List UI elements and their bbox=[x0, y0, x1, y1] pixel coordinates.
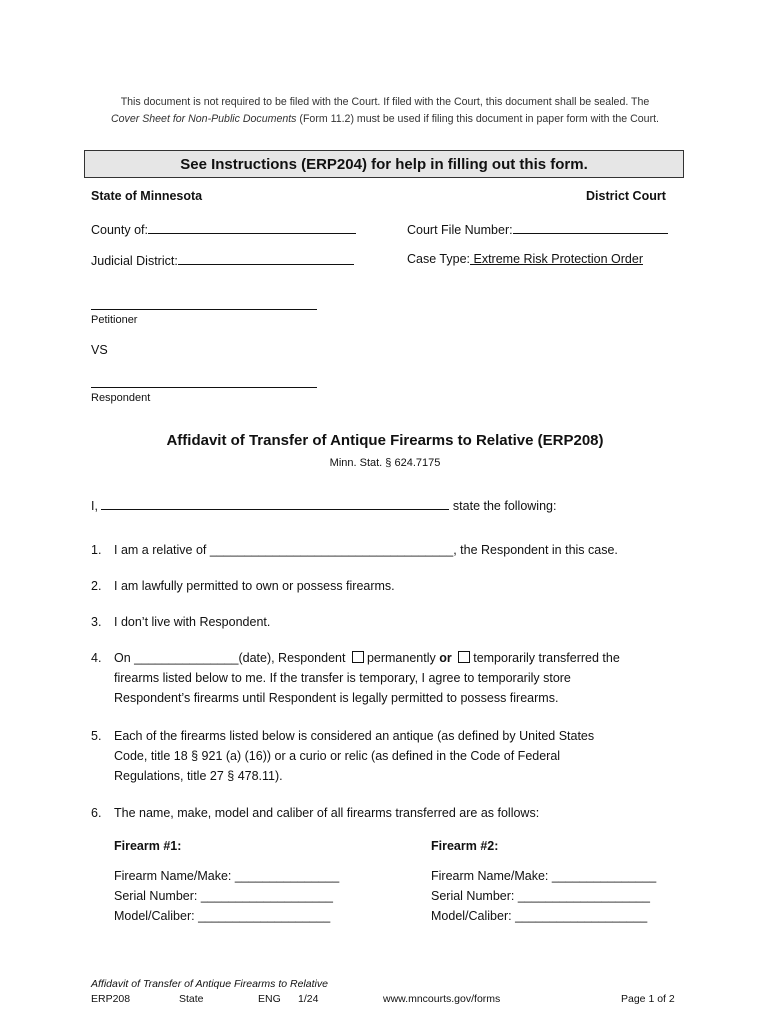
footer-doc-title: Affidavit of Transfer of Antique Firearms to Relative bbox=[91, 978, 328, 990]
transfer-date-blank[interactable]: _______________ bbox=[134, 651, 239, 665]
firearm-1-heading: Firearm #1: bbox=[114, 839, 182, 853]
item-4-respondent: (date), Respondent bbox=[238, 651, 346, 665]
item-4-line-3: Respondent’s firearms until Respondent is legally permitted to possess firearms. bbox=[114, 691, 559, 705]
item-1-text bbox=[114, 540, 689, 560]
instructions-text: See Instructions (ERP204) for help in filling out this form. bbox=[180, 155, 588, 173]
district-blank[interactable] bbox=[178, 252, 354, 265]
intro-suffix: state the following: bbox=[452, 499, 557, 513]
item-6-number: 6. bbox=[91, 806, 102, 820]
court-file-field bbox=[407, 221, 668, 237]
firearm-1-name-row bbox=[114, 866, 339, 886]
notice-line-2-rest: (Form 11.2) must be used if filing this document in paper form with the Court. bbox=[296, 113, 659, 125]
form-title: Affidavit of Transfer of Antique Firearms to Relative (ERP208) bbox=[166, 432, 604, 449]
firearm-1-name-label: Firearm Name/Make: bbox=[114, 869, 232, 883]
notice-line-1: This document is not required to be filed with the Court. If filed with the Court, this document shall be sealed. The bbox=[120, 96, 650, 108]
firearm-2-model-blank[interactable]: ___________________ bbox=[515, 909, 648, 923]
respondent-blank[interactable] bbox=[91, 387, 317, 388]
permanent-label: permanently bbox=[366, 651, 436, 665]
state-label: State of Minnesota bbox=[91, 189, 203, 203]
instructions-banner bbox=[84, 150, 684, 178]
intro-prefix: I, bbox=[91, 499, 98, 513]
case-type-label: Case Type: bbox=[407, 252, 471, 266]
sealing-notice bbox=[0, 94, 770, 128]
item-4-text bbox=[114, 648, 689, 708]
affiant-intro bbox=[91, 497, 556, 513]
footer-website-link[interactable]: www.mncourts.gov/forms bbox=[383, 993, 501, 1005]
footer-form-code: ERP208 bbox=[91, 993, 131, 1005]
notice-line-2 bbox=[0, 111, 770, 128]
firearm-2-name-row bbox=[431, 866, 656, 886]
item-3-text: I don’t live with Respondent. bbox=[114, 615, 271, 629]
firearm-2-model-row bbox=[431, 906, 656, 926]
item-2-number: 2. bbox=[91, 579, 102, 593]
item-5-line-2: Code, title 18 § 921 (a) (16)) or a curio or relic (as defined in the Code of Federal bbox=[114, 749, 561, 763]
county-field bbox=[91, 221, 356, 237]
respondent-label: Respondent bbox=[91, 392, 151, 404]
firearm-1-model-blank[interactable]: ___________________ bbox=[198, 909, 331, 923]
firearm-2-block bbox=[431, 836, 656, 926]
district-label: Judicial District: bbox=[91, 254, 178, 268]
firearm-1-serial-label: Serial Number: bbox=[114, 889, 198, 903]
court-label: District Court bbox=[586, 189, 666, 203]
firearm-1-serial-blank[interactable]: ___________________ bbox=[200, 889, 333, 903]
item-5-number: 5. bbox=[91, 729, 102, 743]
firearm-2-model-label: Model/Caliber: bbox=[431, 909, 512, 923]
permanent-checkbox[interactable] bbox=[352, 651, 364, 663]
footer-language: ENG bbox=[258, 993, 281, 1005]
footer-state: State bbox=[179, 993, 204, 1005]
firearm-2-serial-row bbox=[431, 886, 656, 906]
petitioner-label: Petitioner bbox=[91, 314, 138, 326]
firearm-1-model-label: Model/Caliber: bbox=[114, 909, 195, 923]
item-5-line-3: Regulations, title 27 § 478.11). bbox=[114, 769, 283, 783]
item-4-on: On bbox=[114, 651, 131, 665]
firearm-1-serial-row bbox=[114, 886, 339, 906]
firearm-2-name-label: Firearm Name/Make: bbox=[431, 869, 549, 883]
versus-label: VS bbox=[91, 343, 108, 357]
case-type-field bbox=[407, 252, 643, 266]
item-1-tail: , the Respondent in this case. bbox=[453, 543, 618, 557]
item-4-line-1 bbox=[114, 651, 620, 665]
temporary-checkbox[interactable] bbox=[458, 651, 470, 663]
item-2-text: I am lawfully permitted to own or possess firearms. bbox=[114, 579, 395, 593]
firearm-2-serial-label: Serial Number: bbox=[431, 889, 515, 903]
footer-page-number: Page 1 of 2 bbox=[621, 993, 675, 1005]
county-label: County of: bbox=[91, 223, 148, 237]
court-file-label: Court File Number: bbox=[407, 223, 513, 237]
firearm-1-block bbox=[114, 836, 339, 926]
or-label: or bbox=[439, 651, 452, 665]
item-5-text bbox=[114, 726, 689, 786]
item-4-number: 4. bbox=[91, 651, 102, 665]
item-1-number: 1. bbox=[91, 543, 102, 557]
item-3-number: 3. bbox=[91, 615, 102, 629]
county-blank[interactable] bbox=[148, 221, 356, 234]
statute-reference: Minn. Stat. § 624.7175 bbox=[329, 457, 441, 469]
item-6-text: The name, make, model and caliber of all firearms transferred are as follows: bbox=[114, 806, 540, 820]
temporary-label: temporarily transferred the bbox=[473, 651, 620, 665]
affiant-name-blank[interactable] bbox=[101, 497, 449, 510]
petitioner-blank[interactable] bbox=[91, 309, 317, 310]
firearm-2-serial-blank[interactable]: ___________________ bbox=[517, 889, 650, 903]
case-type-value: Extreme Risk Protection Order bbox=[470, 252, 643, 266]
firearm-1-name-blank[interactable]: _______________ bbox=[234, 869, 340, 883]
court-file-blank[interactable] bbox=[513, 221, 668, 234]
relative-of-blank[interactable]: ___________________________________ bbox=[209, 543, 454, 557]
firearm-2-heading: Firearm #2: bbox=[431, 839, 499, 853]
district-field bbox=[91, 252, 354, 268]
firearm-2-name-blank[interactable]: _______________ bbox=[551, 869, 657, 883]
footer-revision-date: 1/24 bbox=[298, 993, 319, 1005]
item-1-lead: I am a relative of bbox=[114, 543, 207, 557]
firearm-1-model-row bbox=[114, 906, 339, 926]
item-5-line-1: Each of the firearms listed below is considered an antique (as defined by United States bbox=[114, 729, 595, 743]
notice-cover-sheet-italic: Cover Sheet for Non-Public Documents bbox=[111, 113, 297, 125]
item-4-line-2: firearms listed below to me. If the transfer is temporary, I agree to temporarily store bbox=[114, 671, 571, 685]
